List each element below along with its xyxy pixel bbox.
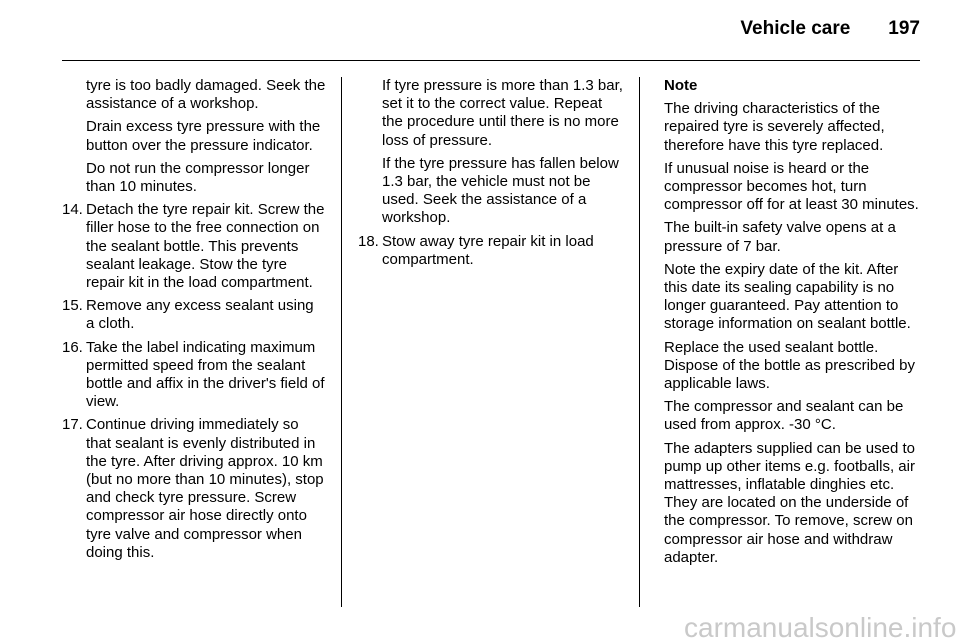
paragraph: If tyre pressure is more than 1.3 bar, set it to the correct value. Repeat the procedure until there is no more loss of pressure. xyxy=(382,77,623,149)
step-item xyxy=(62,416,326,562)
section-title: Vehicle care xyxy=(740,18,851,39)
paragraph: The driving characteristics of the repaired tyre is severely affected, therefore have this tyre replaced. xyxy=(664,100,885,154)
paragraph: tyre is too badly damaged. Seek the assistance of a workshop. xyxy=(86,77,326,113)
step-number: 15. xyxy=(62,297,83,315)
paragraph: Replace the used sealant bottle. Dispose of the bottle as prescribed by applicable laws. xyxy=(664,338,915,393)
step-text: Remove any excess sealant using a cloth. xyxy=(86,297,314,333)
step-text: Take the label indicating maximum permitted speed from the sealant bottle and affix in the driver's field of view. xyxy=(86,338,325,411)
column-2 xyxy=(358,77,624,274)
step-number: 14. xyxy=(62,201,83,219)
paragraph: If unusual noise is heard or the compressor becomes hot, turn compressor off for at least 30 minutes. xyxy=(664,159,919,214)
header-rule xyxy=(62,60,920,61)
step-item xyxy=(358,233,624,269)
column-divider xyxy=(639,77,640,607)
step-text: Continue driving immediately so that sealant is evenly distributed in the tyre. After driving approx. 10 km (but no more than 10 minutes), stop and check tyre pressure. Screw compressor air hose directly onto tyre valve and compressor when doing this. xyxy=(86,416,324,561)
paragraph: Drain excess tyre pressure with the button over the pressure indicator. xyxy=(86,118,321,154)
column-divider xyxy=(341,77,342,607)
paragraph: Note the expiry date of the kit. After this date its sealing capability is no longer guaranteed. Pay attention to storage information on sealant bottle. xyxy=(664,260,911,333)
step-number: 16. xyxy=(62,338,83,356)
step-item xyxy=(62,339,326,412)
watermark: carmanualsonline.info xyxy=(684,612,957,643)
page-number: 197 xyxy=(888,18,920,39)
paragraph: Do not run the compressor longer than 10 minutes. xyxy=(86,159,310,196)
step-item xyxy=(62,201,326,292)
column-1 xyxy=(62,77,326,567)
paragraph: If the tyre pressure has fallen below 1.3 bar, the vehicle must not be used. Seek the assistance of a workshop. xyxy=(382,154,619,227)
step-number: 18. xyxy=(358,232,379,250)
column-3 xyxy=(664,77,922,572)
step-text: Stow away tyre repair kit in load compartment. xyxy=(382,232,594,268)
step-number: 17. xyxy=(62,416,83,434)
step-item xyxy=(62,297,326,333)
note-title: Note xyxy=(664,77,698,94)
page-header xyxy=(740,18,920,48)
step-text: Detach the tyre repair kit. Screw the filler hose to the free connection on the sealant bottle. This prevents sealant leakage. Stow the tyre repair kit in the load compartment. xyxy=(86,201,325,292)
paragraph: The compressor and sealant can be used from approx. -30 °C. xyxy=(664,398,904,434)
paragraph: The built-in safety valve opens at a pressure of 7 bar. xyxy=(664,219,896,255)
paragraph: The adapters supplied can be used to pump up other items e.g. footballs, air mattresses, inflatable dinghies etc. They are located on the underside of the compressor. To remove, screw on compressor air hose and withdraw adapter. xyxy=(664,439,916,566)
